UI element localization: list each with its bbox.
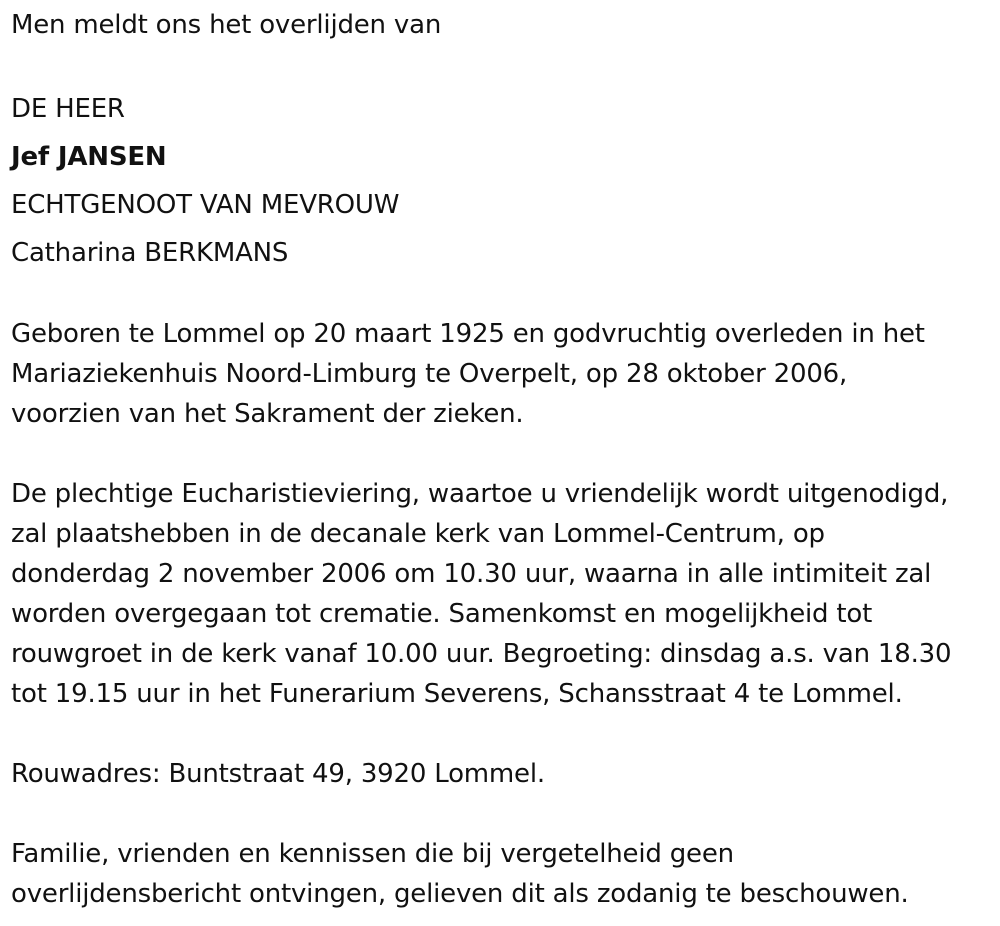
paragraph-line: overlijdensbericht ontvingen, gelieven dit als zodanig te beschouwen. — [11, 879, 909, 909]
paragraph-line: donderdag 2 november 2006 om 10.30 uur, waarna in alle intimiteit zal — [11, 559, 932, 589]
paragraph-line: tot 19.15 uur in het Funerarium Severens, Schansstraat 4 te Lommel. — [11, 679, 903, 709]
paragraph-line: worden overgegaan tot crematie. Samenkomst en mogelijkheid tot — [11, 599, 873, 629]
paragraph-line: Familie, vrienden en kennissen die bij vergetelheid geen — [11, 839, 734, 869]
death-notice — [11, 5, 996, 914]
deceased-name: Jef JANSEN — [11, 142, 167, 172]
spouse-name: Catharina BERKMANS — [11, 238, 289, 268]
paragraph-line: rouwgroet in de kerk vanaf 10.00 uur. Begroeting: dinsdag a.s. van 18.30 — [11, 639, 952, 669]
paragraph-line: De plechtige Eucharistieviering, waartoe u vriendelijk wordt uitgenodigd, — [11, 479, 949, 509]
paragraph-line: Mariaziekenhuis Noord-Limburg te Overpelt, op 28 oktober 2006, — [11, 359, 848, 389]
ceremony-paragraph — [11, 474, 996, 714]
salutation: DE HEER — [11, 94, 125, 124]
closing-paragraph — [11, 834, 996, 914]
mourning-address: Rouwadres: Buntstraat 49, 3920 Lommel. — [11, 759, 545, 789]
names-block — [11, 85, 996, 277]
intro-text: Men meldt ons het overlijden van — [11, 10, 442, 40]
paragraph-line: voorzien van het Sakrament der zieken. — [11, 399, 524, 429]
birth-death-paragraph — [11, 314, 996, 434]
paragraph-line: zal plaatshebben in de decanale kerk van Lommel-Centrum, op — [11, 519, 825, 549]
paragraph-line: Geboren te Lommel op 20 maart 1925 en godvruchtig overleden in het — [11, 319, 925, 349]
address-paragraph — [11, 754, 996, 794]
relation-text: ECHTGENOOT VAN MEVROUW — [11, 190, 400, 220]
